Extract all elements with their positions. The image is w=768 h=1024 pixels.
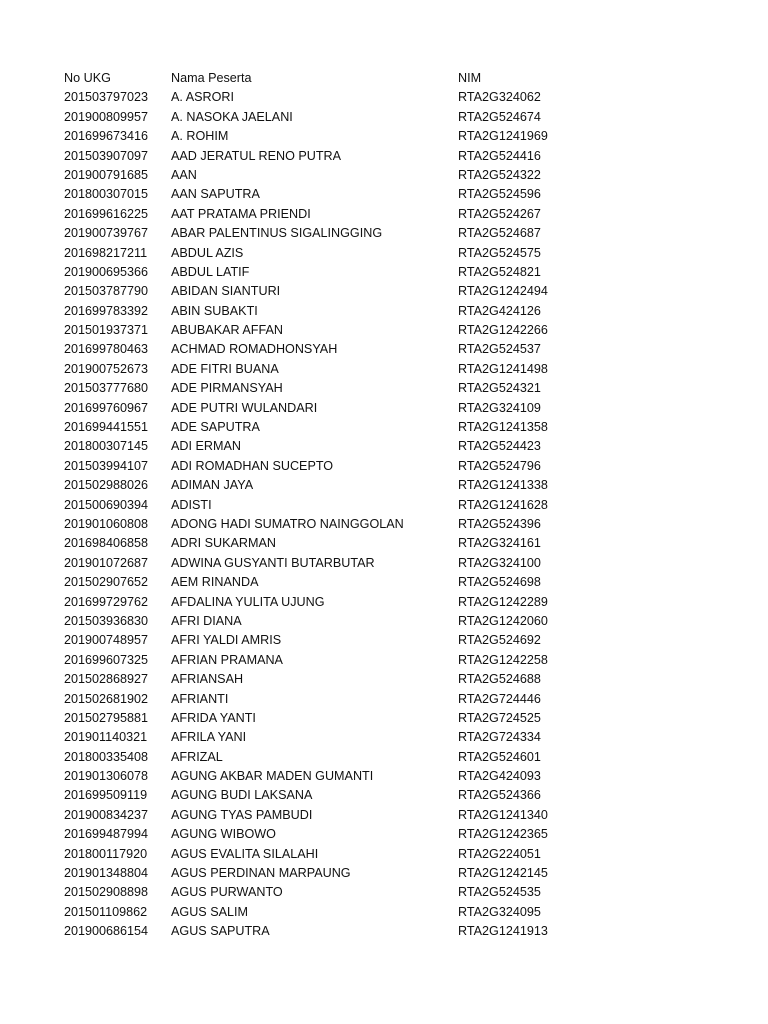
cell-nim: RTA2G1242258	[458, 652, 548, 667]
table-row	[64, 263, 704, 282]
cell-no-ukg: 201900686154	[64, 924, 149, 939]
cell-no-ukg: 201503936830	[64, 613, 149, 628]
cell-nim: RTA2G1241358	[458, 420, 548, 435]
cell-nama-peserta: ADI ERMAN	[171, 439, 241, 454]
cell-nama-peserta: AGUNG TYAS PAMBUDI	[171, 807, 313, 822]
cell-no-ukg: 201502988026	[64, 478, 149, 493]
cell-nama-peserta: AGUS PURWANTO	[171, 885, 283, 900]
table-row	[64, 864, 704, 883]
table-body	[64, 88, 704, 941]
cell-no-ukg: 201800117920	[64, 846, 148, 861]
cell-no-ukg: 201503777680	[64, 381, 149, 396]
cell-nim: RTA2G524267	[458, 206, 541, 221]
column-header-no-ukg: No UKG	[64, 71, 111, 85]
cell-nim: RTA2G724334	[458, 730, 541, 745]
table-row	[64, 554, 704, 573]
table-row	[64, 883, 704, 902]
cell-nama-peserta: ACHMAD ROMADHONSYAH	[171, 342, 338, 357]
column-header-nama-peserta: Nama Peserta	[171, 71, 252, 85]
cell-nama-peserta: ABDUL LATIF	[171, 264, 250, 279]
cell-nama-peserta: A. ROHIM	[171, 129, 229, 144]
cell-no-ukg: 201900791685	[64, 167, 149, 182]
cell-no-ukg: 201699780463	[64, 342, 149, 357]
table-row	[64, 922, 704, 941]
cell-nim: RTA2G524575	[458, 245, 541, 260]
cell-nama-peserta: ADONG HADI SUMATRO NAINGGOLAN	[171, 516, 404, 531]
table-row	[64, 224, 704, 243]
cell-nim: RTA2G1241340	[458, 807, 548, 822]
table-row	[64, 903, 704, 922]
cell-nim: RTA2G524796	[458, 458, 541, 473]
cell-nama-peserta: ADE SAPUTRA	[171, 420, 260, 435]
cell-nama-peserta: ADISTI	[171, 497, 212, 512]
table-row	[64, 612, 704, 631]
cell-nama-peserta: AFRIDA YANTI	[171, 710, 256, 725]
table-row	[64, 321, 704, 340]
cell-no-ukg: 201503787790	[64, 284, 149, 299]
table-row	[64, 573, 704, 592]
table-row	[64, 340, 704, 359]
cell-no-ukg: 201501937371	[64, 323, 149, 338]
cell-no-ukg: 201901072687	[64, 555, 149, 570]
table-row	[64, 496, 704, 515]
cell-nama-peserta: ADE PUTRI WULANDARI	[171, 400, 318, 415]
cell-no-ukg: 201800307145	[64, 439, 149, 454]
cell-nama-peserta: AFRILA YANI	[171, 730, 247, 745]
cell-nama-peserta: AGUS SAPUTRA	[171, 924, 270, 939]
table-row	[64, 709, 704, 728]
cell-nama-peserta: AGUNG WIBOWO	[171, 827, 276, 842]
cell-nim: RTA2G324095	[458, 904, 541, 919]
cell-nama-peserta: AFRI YALDI AMRIS	[171, 633, 282, 648]
cell-nama-peserta: AFRI DIANA	[171, 613, 242, 628]
cell-nama-peserta: ABAR PALENTINUS SIGALINGGING	[171, 226, 383, 241]
table-row	[64, 825, 704, 844]
cell-nama-peserta: ABIDAN SIANTURI	[171, 284, 281, 299]
cell-nim: RTA2G1242266	[458, 323, 548, 338]
cell-nama-peserta: AFRIANSAH	[171, 672, 244, 687]
cell-nim: RTA2G1241338	[458, 478, 548, 493]
cell-nim: RTA2G1242145	[458, 866, 548, 881]
cell-no-ukg: 201502681902	[64, 691, 149, 706]
table-row	[64, 728, 704, 747]
cell-nim: RTA2G1242365	[458, 827, 548, 842]
column-header-nim: NIM	[458, 71, 482, 85]
table-row	[64, 282, 704, 301]
cell-no-ukg: 201900748957	[64, 633, 149, 648]
cell-no-ukg: 201502868927	[64, 672, 149, 687]
cell-nim: RTA2G424093	[458, 769, 541, 784]
table-row	[64, 786, 704, 805]
cell-nim: RTA2G524674	[458, 109, 541, 124]
cell-nim: RTA2G1242289	[458, 594, 548, 609]
cell-nama-peserta: AGUS EVALITA SILALAHI	[171, 846, 319, 861]
cell-no-ukg: 201502907652	[64, 575, 149, 590]
cell-nim: RTA2G224051	[458, 846, 541, 861]
cell-nim: RTA2G424126	[458, 303, 541, 318]
table-row	[64, 88, 704, 107]
cell-nim: RTA2G524416	[458, 148, 541, 163]
cell-no-ukg: 201699729762	[64, 594, 149, 609]
cell-nama-peserta: A. NASOKA JAELANI	[171, 109, 293, 124]
table-row	[64, 845, 704, 864]
cell-nama-peserta: ADI ROMADHAN SUCEPTO	[171, 458, 334, 473]
cell-no-ukg: 201699509119	[64, 788, 148, 803]
cell-nama-peserta: AAD JERATUL RENO PUTRA	[171, 148, 342, 163]
table-row	[64, 515, 704, 534]
cell-nama-peserta: AAT PRATAMA PRIENDI	[171, 206, 311, 221]
table-row	[64, 534, 704, 553]
table-header-row	[64, 69, 704, 88]
cell-nama-peserta: ADE FITRI BUANA	[171, 361, 279, 376]
cell-nim: RTA2G524423	[458, 439, 541, 454]
cell-no-ukg: 201900752673	[64, 361, 149, 376]
table-row	[64, 166, 704, 185]
cell-no-ukg: 201699783392	[64, 303, 149, 318]
cell-no-ukg: 201500690394	[64, 497, 149, 512]
cell-nim: RTA2G524322	[458, 167, 541, 182]
cell-no-ukg: 201699607325	[64, 652, 149, 667]
cell-nama-peserta: AGUNG BUDI LAKSANA	[171, 788, 313, 803]
cell-nama-peserta: AAN SAPUTRA	[171, 187, 260, 202]
cell-nim: RTA2G524596	[458, 187, 541, 202]
table-row	[64, 185, 704, 204]
table-row	[64, 631, 704, 650]
cell-no-ukg: 201502795881	[64, 710, 149, 725]
table-row	[64, 476, 704, 495]
table-row	[64, 670, 704, 689]
cell-nama-peserta: AEM RINANDA	[171, 575, 259, 590]
table-row	[64, 108, 704, 127]
cell-nama-peserta: ABUBAKAR AFFAN	[171, 323, 283, 338]
cell-nama-peserta: AFRIANTI	[171, 691, 229, 706]
cell-nama-peserta: A. ASRORI	[171, 90, 234, 105]
cell-nama-peserta: AFRIAN PRAMANA	[171, 652, 283, 667]
cell-nim: RTA2G724446	[458, 691, 541, 706]
table-row	[64, 651, 704, 670]
cell-no-ukg: 201901140321	[64, 730, 148, 745]
cell-no-ukg: 201503907097	[64, 148, 149, 163]
table-row	[64, 399, 704, 418]
cell-no-ukg: 201900809957	[64, 109, 149, 124]
cell-nama-peserta: ADWINA GUSYANTI BUTARBUTAR	[171, 555, 375, 570]
cell-nama-peserta: AFDALINA YULITA UJUNG	[171, 594, 325, 609]
cell-nim: RTA2G524321	[458, 381, 541, 396]
table-row	[64, 690, 704, 709]
participant-table	[64, 69, 704, 942]
table-row	[64, 767, 704, 786]
table-row	[64, 379, 704, 398]
cell-no-ukg: 201699673416	[64, 129, 149, 144]
table-row	[64, 437, 704, 456]
cell-nama-peserta: ADRI SUKARMAN	[171, 536, 276, 551]
cell-no-ukg: 201901306078	[64, 769, 149, 784]
cell-nama-peserta: AAN	[171, 167, 197, 182]
cell-nim: RTA2G524601	[458, 749, 541, 764]
cell-nim: RTA2G524692	[458, 633, 541, 648]
cell-nim: RTA2G1242494	[458, 284, 548, 299]
cell-nim: RTA2G1241498	[458, 361, 548, 376]
cell-nim: RTA2G524698	[458, 575, 541, 590]
cell-nim: RTA2G1242060	[458, 613, 548, 628]
cell-nim: RTA2G524537	[458, 342, 541, 357]
cell-no-ukg: 201698406858	[64, 536, 149, 551]
cell-no-ukg: 201800335408	[64, 749, 149, 764]
cell-nim: RTA2G524687	[458, 226, 541, 241]
table-row	[64, 748, 704, 767]
cell-no-ukg: 201699487994	[64, 827, 149, 842]
cell-nim: RTA2G1241628	[458, 497, 548, 512]
cell-no-ukg: 201800307015	[64, 187, 149, 202]
cell-no-ukg: 201901060808	[64, 516, 149, 531]
table-row	[64, 457, 704, 476]
cell-nama-peserta: AGUNG AKBAR MADEN GUMANTI	[171, 769, 374, 784]
table-row	[64, 806, 704, 825]
cell-no-ukg: 201900695366	[64, 264, 149, 279]
cell-no-ukg: 201900739767	[64, 226, 149, 241]
cell-nama-peserta: AGUS SALIM	[171, 904, 248, 919]
cell-nim: RTA2G524396	[458, 516, 541, 531]
cell-no-ukg: 201502908898	[64, 885, 149, 900]
table-row	[64, 593, 704, 612]
cell-nama-peserta: ADE PIRMANSYAH	[171, 381, 283, 396]
cell-no-ukg: 201699441551	[64, 420, 149, 435]
cell-nim: RTA2G324161	[458, 536, 541, 551]
cell-nim: RTA2G1241913	[458, 924, 548, 939]
cell-nim: RTA2G1241969	[458, 129, 548, 144]
cell-nim: RTA2G724525	[458, 710, 541, 725]
table-row	[64, 127, 704, 146]
table-row	[64, 360, 704, 379]
cell-no-ukg: 201900834237	[64, 807, 149, 822]
cell-nim: RTA2G524535	[458, 885, 541, 900]
cell-no-ukg: 201503994107	[64, 458, 149, 473]
cell-nama-peserta: ABIN SUBAKTI	[171, 303, 258, 318]
cell-nama-peserta: AFRIZAL	[171, 749, 223, 764]
cell-nim: RTA2G524366	[458, 788, 541, 803]
cell-nama-peserta: ABDUL AZIS	[171, 245, 244, 260]
table-row	[64, 244, 704, 263]
cell-nim: RTA2G324109	[458, 400, 541, 415]
cell-no-ukg: 201699760967	[64, 400, 149, 415]
cell-no-ukg: 201503797023	[64, 90, 149, 105]
cell-no-ukg: 201901348804	[64, 866, 149, 881]
cell-nama-peserta: ADIMAN JAYA	[171, 478, 254, 493]
cell-no-ukg: 201699616225	[64, 206, 149, 221]
cell-nim: RTA2G324062	[458, 90, 541, 105]
cell-nim: RTA2G524688	[458, 672, 541, 687]
cell-no-ukg: 201698217211	[64, 245, 148, 260]
cell-no-ukg: 201501109862	[64, 904, 148, 919]
cell-nama-peserta: AGUS PERDINAN MARPAUNG	[171, 866, 351, 881]
table-row	[64, 302, 704, 321]
cell-nim: RTA2G324100	[458, 555, 541, 570]
table-row	[64, 205, 704, 224]
cell-nim: RTA2G524821	[458, 264, 541, 279]
table-row	[64, 418, 704, 437]
table-row	[64, 147, 704, 166]
